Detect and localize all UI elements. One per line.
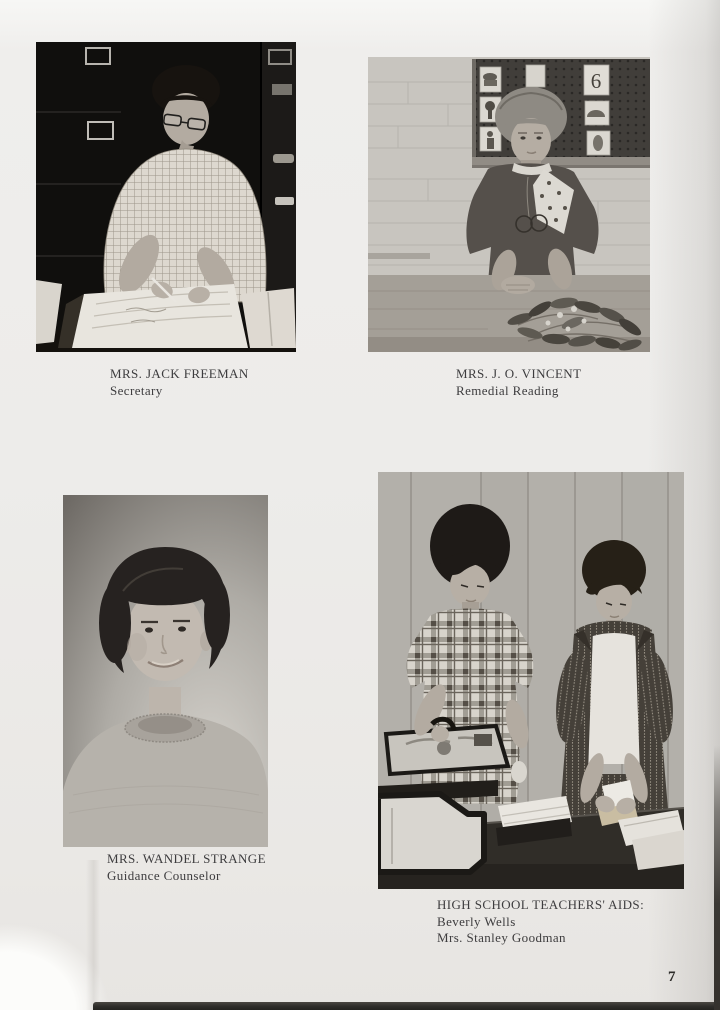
photo-teachers-aids-image <box>378 472 684 889</box>
caption-name-2: Mrs. Stanley Goodman <box>437 930 566 945</box>
photo-teachers-aids <box>378 472 684 889</box>
caption-title: Guidance Counselor <box>107 867 221 883</box>
caption-mrs-wandel-strange <box>107 851 266 884</box>
caption-mrs-jack-freeman <box>110 366 249 399</box>
photo-mrs-wandel-strange-image <box>63 495 268 847</box>
caption-mrs-j-o-vincent <box>456 366 581 399</box>
caption-name: MRS. J. O. VINCENT <box>456 366 582 381</box>
caption-name-1: Beverly Wells <box>437 913 516 929</box>
caption-title: Remedial Reading <box>456 382 559 398</box>
caption-name: MRS. JACK FREEMAN <box>110 366 249 381</box>
photo-mrs-j-o-vincent <box>368 57 650 352</box>
caption-teachers-aids <box>437 897 644 947</box>
photo-mrs-wandel-strange <box>63 495 268 847</box>
scan-right-edge <box>714 745 720 1010</box>
photo-mrs-jack-freeman <box>36 42 296 352</box>
white-blouse <box>584 626 644 764</box>
machine-body <box>378 780 498 872</box>
scan-bottom-edge <box>93 1002 720 1010</box>
page-number: 7 <box>668 969 676 985</box>
caption-heading: HIGH SCHOOL TEACHERS' AIDS: <box>437 897 645 912</box>
photo-mrs-jack-freeman-image <box>36 42 296 352</box>
caption-title: Secretary <box>110 382 163 398</box>
flashcard-six-label: 6 <box>590 69 602 93</box>
page-fold-shadow <box>86 860 100 1010</box>
photo-mrs-j-o-vincent-image <box>368 57 650 352</box>
caption-name: MRS. WANDEL STRANGE <box>107 851 266 866</box>
